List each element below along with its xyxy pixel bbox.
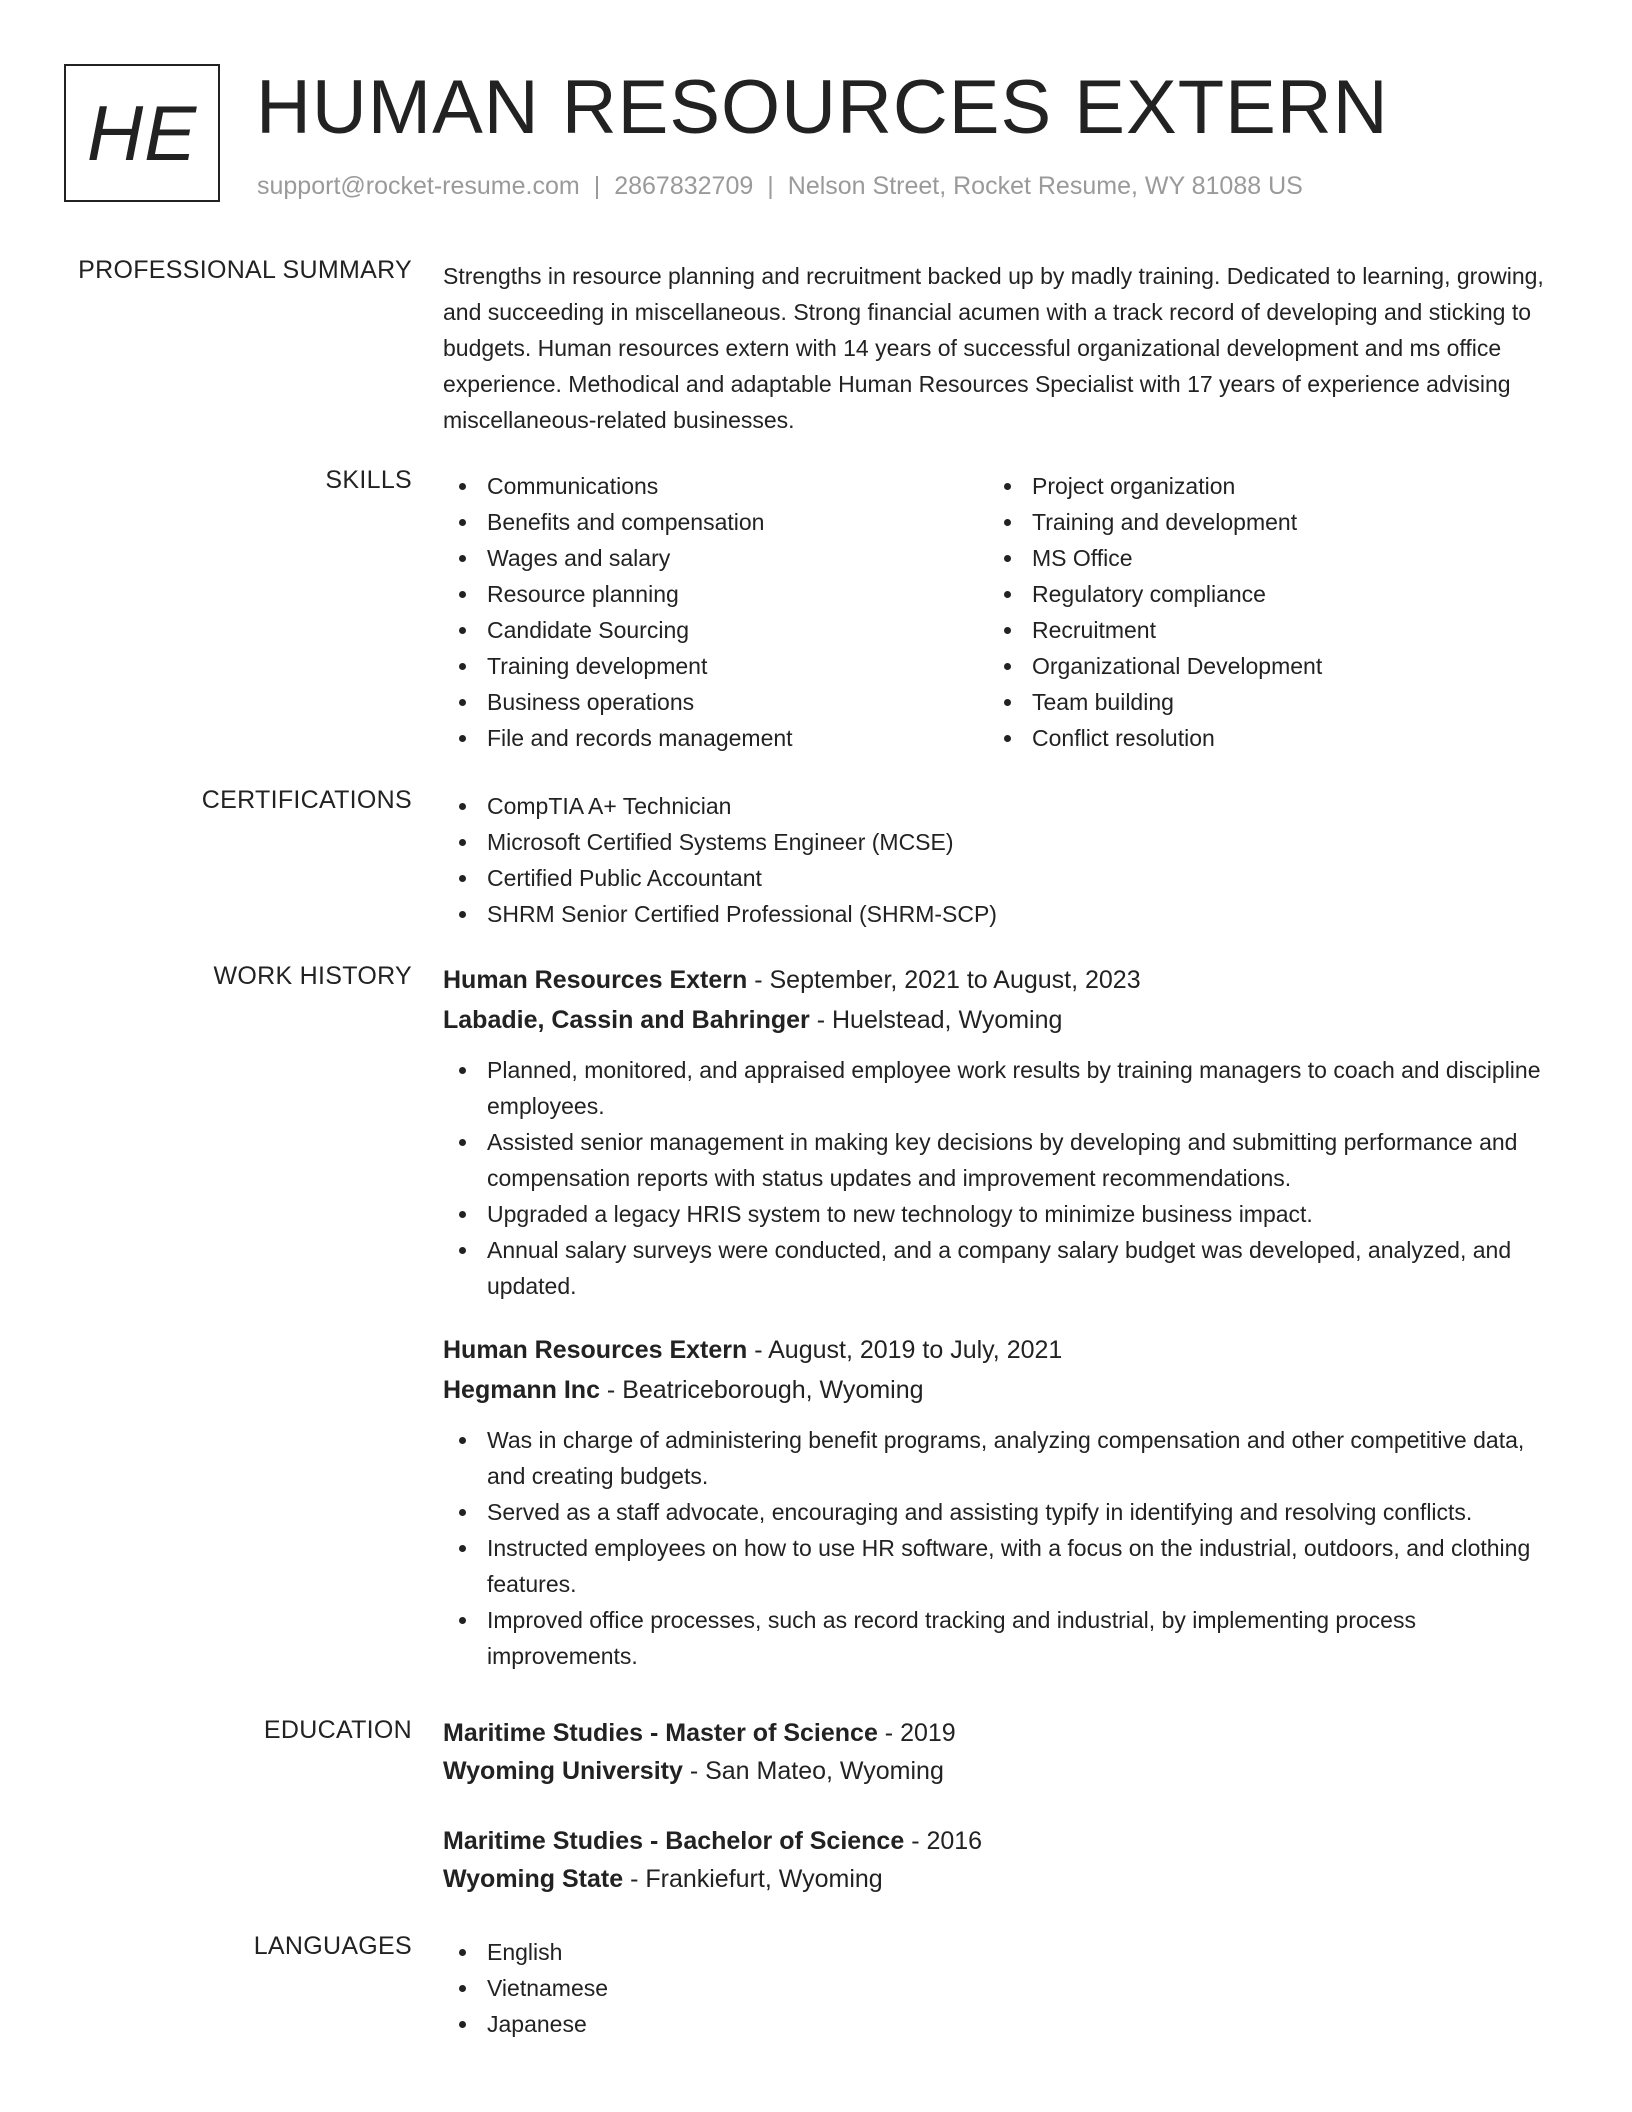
contact-phone[interactable]: 2867832709 — [614, 172, 754, 200]
list-item: Recruitment — [988, 612, 1508, 648]
list-item: Assisted senior management in making key decisions by developing and submitting performance and compensation reports with status updates and improvement recommendations. — [443, 1124, 1563, 1196]
section-label-summary: PROFESSIONAL SUMMARY — [78, 256, 412, 284]
list-item: Vietnamese — [443, 1970, 1563, 2006]
section-label-languages: LANGUAGES — [253, 1932, 412, 1960]
section-label-skills: SKILLS — [325, 466, 412, 494]
list-item: MS Office — [988, 540, 1508, 576]
list-item: Was in charge of administering benefit programs, analyzing compensation and other competitive data, and creating budgets. — [443, 1422, 1563, 1494]
list-item: Project organization — [988, 468, 1508, 504]
job-title: Human Resources Extern — [443, 966, 748, 994]
job-entry — [443, 1330, 1563, 1674]
list-item: Business operations — [443, 684, 963, 720]
job-title-line — [443, 1330, 1563, 1370]
section-label-certifications: CERTIFICATIONS — [201, 786, 412, 814]
list-item: Training and development — [988, 504, 1508, 540]
skills-columns — [443, 468, 1563, 768]
job-location: - Huelstead, Wyoming — [809, 1006, 1063, 1034]
education-school: Wyoming State — [443, 1865, 624, 1893]
work-history-content — [443, 960, 1563, 1674]
job-location: - Beatriceborough, Wyoming — [599, 1376, 924, 1404]
job-entry — [443, 960, 1563, 1304]
list-item: Served as a staff advocate, encouraging and assisting typify in identifying and resolving conflicts. — [443, 1494, 1563, 1530]
job-company: Hegmann Inc — [443, 1376, 600, 1404]
list-item: Certified Public Accountant — [443, 860, 1563, 896]
education-degree: Maritime Studies - Master of Science — [443, 1719, 878, 1747]
education-school: Wyoming University — [443, 1757, 683, 1785]
list-item: Improved office processes, such as record tracking and industrial, by implementing process improvements. — [443, 1602, 1563, 1674]
education-school-line — [443, 1860, 1563, 1898]
list-item: Wages and salary — [443, 540, 963, 576]
job-company-line — [443, 1370, 1563, 1410]
resume-title: HUMAN RESOURCES EXTERN — [256, 65, 1389, 150]
contact-separator: | — [767, 172, 774, 200]
section-label-work-history: WORK HISTORY — [213, 962, 412, 990]
list-item: Resource planning — [443, 576, 963, 612]
list-item: Benefits and compensation — [443, 504, 963, 540]
education-degree-line — [443, 1714, 1563, 1752]
list-item: Japanese — [443, 2006, 1563, 2042]
list-item: File and records management — [443, 720, 963, 756]
education-location: - Frankiefurt, Wyoming — [623, 1865, 883, 1893]
skills-list-left — [443, 468, 963, 756]
education-year: - 2016 — [904, 1827, 983, 1855]
contact-separator: | — [593, 172, 601, 200]
contact-address: Nelson Street, Rocket Resume, WY 81088 US — [787, 172, 1303, 200]
list-item: Team building — [988, 684, 1508, 720]
education-content — [443, 1714, 1563, 1898]
certifications-list — [443, 788, 1563, 932]
education-degree: Maritime Studies - Bachelor of Science — [443, 1827, 905, 1855]
job-bullets — [443, 1422, 1563, 1674]
job-title: Human Resources Extern — [443, 1336, 748, 1364]
list-item: Instructed employees on how to use HR software, with a focus on the industrial, outdoors, and clothing features. — [443, 1530, 1563, 1602]
list-item: Microsoft Certified Systems Engineer (MCSE) — [443, 824, 1563, 860]
skills-left-column — [443, 468, 963, 756]
education-entry — [443, 1822, 1563, 1898]
contact-line — [257, 172, 1303, 201]
job-bullets — [443, 1052, 1563, 1304]
languages-content — [443, 1934, 1563, 2042]
list-item: Upgraded a legacy HRIS system to new technology to minimize business impact. — [443, 1196, 1563, 1232]
education-school-line — [443, 1752, 1563, 1790]
list-item: Annual salary surveys were conducted, and a company salary budget was developed, analyzed, and updated. — [443, 1232, 1563, 1304]
certifications-content — [443, 788, 1563, 932]
list-item: Planned, monitored, and appraised employee work results by training managers to coach and discipline employees. — [443, 1052, 1563, 1124]
list-item: CompTIA A+ Technician — [443, 788, 1563, 824]
list-item: Communications — [443, 468, 963, 504]
education-location: - San Mateo, Wyoming — [682, 1757, 944, 1785]
list-item: Regulatory compliance — [988, 576, 1508, 612]
languages-list — [443, 1934, 1563, 2042]
section-label-education: EDUCATION — [263, 1716, 412, 1744]
job-dates: - September, 2021 to August, 2023 — [747, 966, 1141, 994]
education-degree-line — [443, 1822, 1563, 1860]
education-year: - 2019 — [877, 1719, 956, 1747]
job-dates: - August, 2019 to July, 2021 — [747, 1336, 1063, 1364]
job-title-line — [443, 960, 1563, 1000]
resume-header — [64, 64, 1568, 214]
job-company: Labadie, Cassin and Bahringer — [443, 1006, 810, 1034]
monogram-logo: HE — [64, 64, 220, 202]
summary-text: Strengths in resource planning and recruitment backed up by madly training. Dedicated to learning, growing, and succeeding in miscellaneous. Strong financial acumen with a track record of developing and sticking to budgets. Human resources extern with 14 years of successful organizational development and ms office experience. Methodical and adaptable Human Resources Specialist with 17 years of experience advising miscellaneous-related businesses. — [443, 263, 1544, 433]
list-item: Organizational Development — [988, 648, 1508, 684]
list-item: Candidate Sourcing — [443, 612, 963, 648]
list-item: Conflict resolution — [988, 720, 1508, 756]
list-item: SHRM Senior Certified Professional (SHRM-SCP) — [443, 896, 1563, 932]
education-entry — [443, 1714, 1563, 1790]
list-item: English — [443, 1934, 1563, 1970]
contact-email[interactable]: support@rocket-resume.com — [257, 172, 580, 200]
job-company-line — [443, 1000, 1563, 1040]
list-item: Training development — [443, 648, 963, 684]
skills-list-right — [988, 468, 1508, 756]
skills-right-column — [988, 468, 1508, 756]
